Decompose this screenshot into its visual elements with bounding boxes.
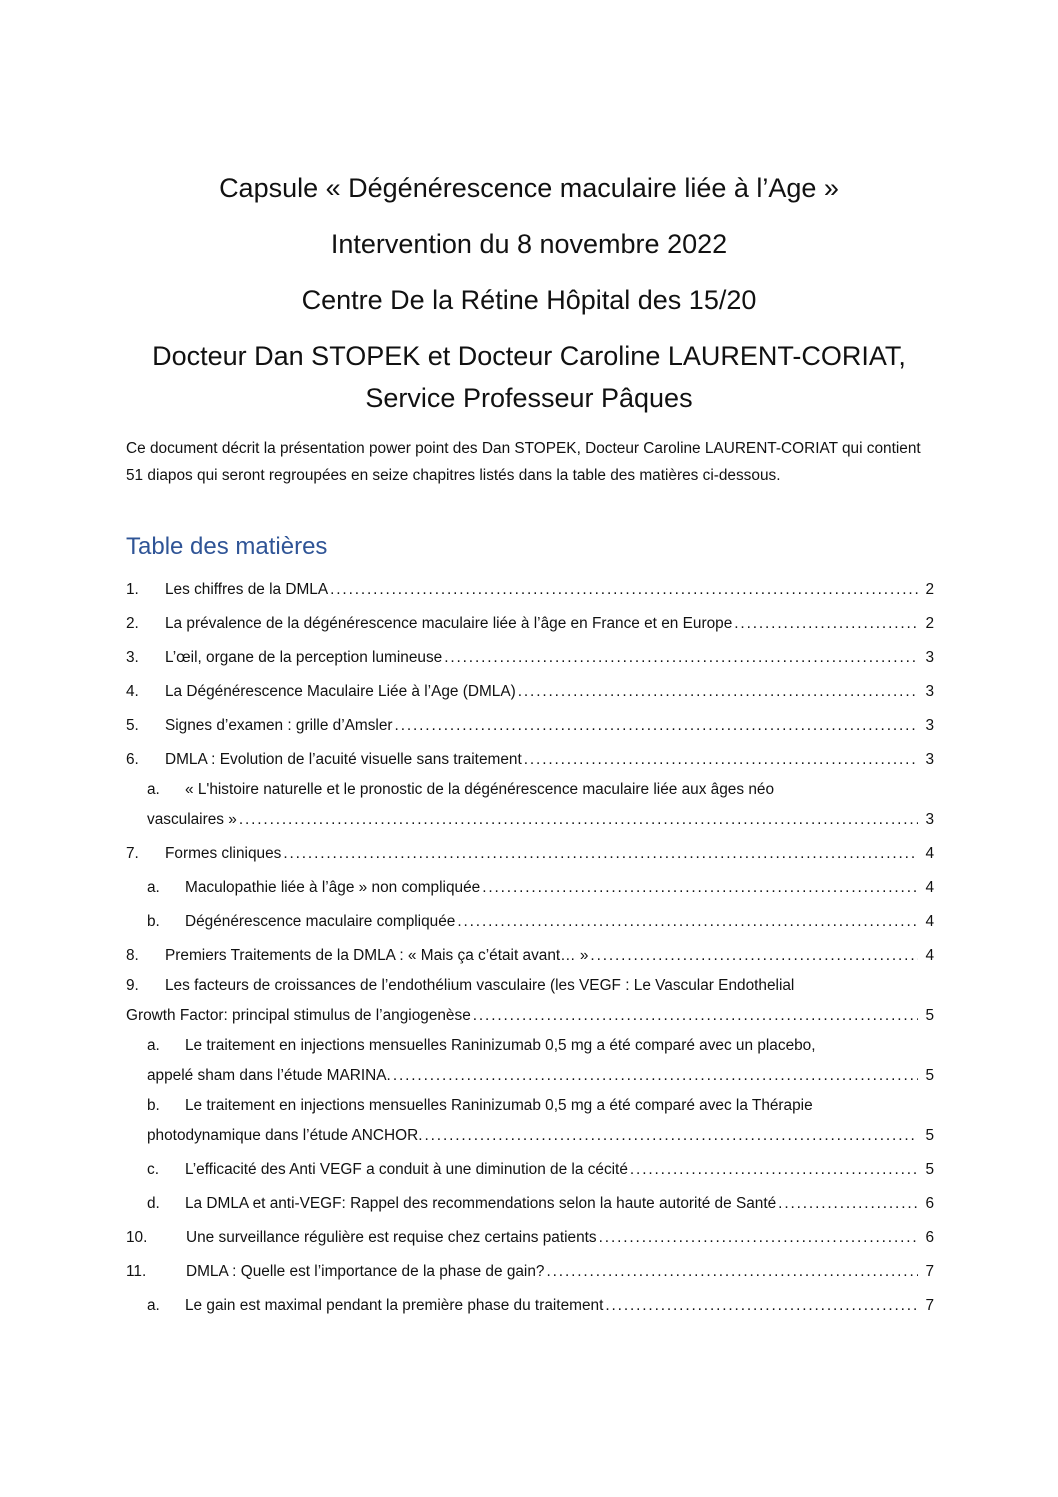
toc-leader-dots <box>546 1260 918 1284</box>
toc-entry-text: Les chiffres de la DMLA <box>165 581 329 598</box>
toc-leader-dots <box>482 876 918 900</box>
toc-heading: Table des matières <box>126 533 328 560</box>
toc-entry-text: DMLA : Quelle est l’importance de la phase de gain? <box>186 1263 545 1280</box>
toc-entry-text-continued: Growth Factor: principal stimulus de l’angiogenèse <box>126 1007 471 1024</box>
toc-entry-page: 4 <box>925 879 934 896</box>
toc-entry-number: d. <box>147 1195 160 1212</box>
toc-entry-page: 2 <box>925 581 934 598</box>
toc-leader-dots <box>444 646 918 670</box>
toc-entry-number: 11. <box>126 1263 147 1280</box>
toc-entry-text: Formes cliniques <box>165 845 282 862</box>
toc-entry-page: 5 <box>925 1067 934 1084</box>
toc-leader-dots <box>330 578 918 602</box>
toc-entry-text: Dégénérescence maculaire compliquée <box>185 913 456 930</box>
toc-leader-dots <box>630 1158 918 1182</box>
toc-entry[interactable] <box>126 602 934 636</box>
title-line-authors: Docteur Dan STOPEK et Docteur Caroline LAURENT-CORIAT, <box>152 341 906 371</box>
toc-entry-number: b. <box>147 1097 160 1114</box>
toc-entry-page: 4 <box>925 913 934 930</box>
toc-entry[interactable] <box>126 636 934 670</box>
toc-entry-number: 6. <box>126 751 139 768</box>
toc-leader-dots <box>457 910 918 934</box>
toc-entry-number: a. <box>147 879 160 896</box>
toc-entry-number: 5. <box>126 717 139 734</box>
toc-entry-number: 7. <box>126 845 139 862</box>
toc-entry[interactable] <box>126 900 934 934</box>
toc-leader-dots <box>518 680 918 704</box>
toc-entry-number: c. <box>147 1161 159 1178</box>
title-line-location: Centre De la Rétine Hôpital des 15/20 <box>301 285 757 315</box>
toc-entry-number: 3. <box>126 649 139 666</box>
toc-entry-number: a. <box>147 1037 160 1054</box>
toc-entry-page: 3 <box>925 717 934 734</box>
toc-entry[interactable] <box>126 738 934 772</box>
toc-entry[interactable] <box>126 968 934 1028</box>
toc-entry-page: 5 <box>925 1127 934 1144</box>
toc-entry-number: 2. <box>126 615 139 632</box>
toc-entry-page: 7 <box>925 1297 934 1314</box>
toc-entry-text: L’efficacité des Anti VEGF a conduit à une diminution de la cécité <box>185 1161 628 1178</box>
title-line-date: Intervention du 8 novembre 2022 <box>330 229 728 259</box>
toc-leader-dots <box>524 748 918 772</box>
toc-entry-page: 6 <box>925 1229 934 1246</box>
toc-entry[interactable] <box>126 1148 934 1182</box>
toc-entry-page: 3 <box>925 649 934 666</box>
toc-entry-text-continued: vasculaires » <box>147 811 237 828</box>
toc-leader-dots <box>393 1064 918 1088</box>
table-of-contents <box>126 568 934 1318</box>
toc-leader-dots <box>424 1124 918 1148</box>
toc-entry-text: L’œil, organe de la perception lumineuse <box>165 649 443 666</box>
toc-entry[interactable] <box>126 866 934 900</box>
toc-entry[interactable] <box>126 772 934 832</box>
toc-entry-number: b. <box>147 913 160 930</box>
toc-leader-dots <box>778 1192 918 1216</box>
toc-leader-dots <box>283 842 918 866</box>
toc-leader-dots <box>473 1004 918 1028</box>
toc-entry[interactable] <box>126 934 934 968</box>
toc-entry-page: 3 <box>925 811 934 828</box>
toc-entry-page: 7 <box>925 1263 934 1280</box>
toc-entry-page: 5 <box>925 1007 934 1024</box>
toc-entry-number: 1. <box>126 581 139 598</box>
toc-leader-dots <box>599 1226 918 1250</box>
toc-entry-number: a. <box>147 781 160 798</box>
toc-entry-number: 10. <box>126 1229 148 1246</box>
toc-entry-page: 3 <box>925 683 934 700</box>
toc-entry[interactable] <box>126 1088 934 1148</box>
toc-entry[interactable] <box>126 832 934 866</box>
toc-entry-text: La Dégénérescence Maculaire Liée à l’Age (DMLA) <box>165 683 516 700</box>
toc-entry-text-continued: appelé sham dans l’étude MARINA. <box>147 1067 391 1084</box>
toc-entry[interactable] <box>126 670 934 704</box>
toc-entry-page: 3 <box>925 751 934 768</box>
title-line-capsule: Capsule « Dégénérescence maculaire liée à l’Age » <box>219 173 839 203</box>
toc-entry-text: Le gain est maximal pendant la première phase du traitement <box>185 1297 604 1314</box>
toc-entry[interactable] <box>126 1028 934 1088</box>
toc-entry-text: La DMLA et anti-VEGF: Rappel des recommendations selon la haute autorité de Santé <box>185 1195 777 1212</box>
intro-paragraph: Ce document décrit la présentation power point des Dan STOPEK, Docteur Caroline LAURENT-CORIAT qui contient 51 diapos qui seront regroupées en seize chapitres listés dans la table des matières ci-dessous. <box>126 440 921 484</box>
toc-entry-page: 4 <box>925 845 934 862</box>
document-title <box>0 165 1058 431</box>
toc-entry[interactable] <box>126 1250 934 1284</box>
toc-leader-dots <box>395 714 918 738</box>
toc-entry-text-continued: photodynamique dans l’étude ANCHOR. <box>147 1127 423 1144</box>
toc-entry-number: a. <box>147 1297 160 1314</box>
toc-entry-text: Premiers Traitements de la DMLA : « Mais ça c’était avant… » <box>165 947 589 964</box>
toc-entry-text: DMLA : Evolution de l’acuité visuelle sans traitement <box>165 751 522 768</box>
toc-entry-text: « L'histoire naturelle et le pronostic de la dégénérescence maculaire liée aux âges néo <box>185 781 775 798</box>
toc-entry-page: 4 <box>925 947 934 964</box>
toc-entry-text: Les facteurs de croissances de l’endothélium vasculaire (les VEGF : Le Vascular Endothelial <box>165 977 795 994</box>
toc-entry-text: Signes d’examen : grille d’Amsler <box>165 717 393 734</box>
toc-entry[interactable] <box>126 1182 934 1216</box>
toc-entry-page: 5 <box>925 1161 934 1178</box>
toc-entry-text: Une surveillance régulière est requise chez certains patients <box>186 1229 597 1246</box>
toc-entry-text: Le traitement en injections mensuelles Raninizumab 0,5 mg a été comparé avec la Thérapie <box>185 1097 813 1114</box>
toc-leader-dots <box>239 808 918 832</box>
toc-leader-dots <box>734 612 918 636</box>
toc-entry[interactable] <box>126 1216 934 1250</box>
toc-entry-page: 6 <box>925 1195 934 1212</box>
toc-leader-dots <box>605 1294 918 1318</box>
toc-entry-number: 9. <box>126 977 139 994</box>
toc-entry-text: Maculopathie liée à l’âge » non compliquée <box>185 879 481 896</box>
toc-entry-text: La prévalence de la dégénérescence maculaire liée à l’âge en France et en Europe <box>165 615 733 632</box>
toc-entry-text: Le traitement en injections mensuelles Raninizumab 0,5 mg a été comparé avec un placebo, <box>185 1037 816 1054</box>
toc-leader-dots <box>590 944 918 968</box>
toc-entry[interactable] <box>126 704 934 738</box>
toc-entry-number: 8. <box>126 947 139 964</box>
toc-entry-number: 4. <box>126 683 139 700</box>
toc-entry[interactable] <box>126 1284 934 1318</box>
toc-entry-page: 2 <box>925 615 934 632</box>
title-line-service: Service Professeur Pâques <box>365 383 693 413</box>
toc-entry[interactable] <box>126 568 934 602</box>
